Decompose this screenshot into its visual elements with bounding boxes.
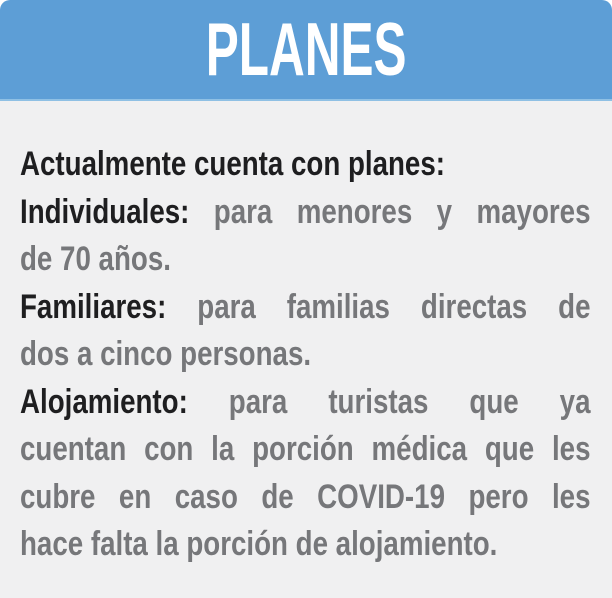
line-text: para menores y mayores [213, 192, 591, 231]
text-line [20, 474, 591, 522]
text-line [20, 331, 591, 379]
text-line-alojamiento [20, 379, 591, 427]
text-line [20, 426, 591, 474]
card-body [0, 101, 612, 598]
line-text: cuentan con la porción médica que les [20, 430, 591, 468]
text-line-intro [20, 141, 591, 189]
line-emphasis: Actualmente cuenta con planes: [20, 145, 445, 183]
line-emphasis: Alojamiento: [20, 382, 229, 421]
text-line [20, 236, 591, 284]
text-line-individuales [20, 189, 591, 237]
text-line-familiares [20, 284, 591, 332]
plans-text-block [20, 141, 591, 569]
line-text: para turistas que ya [228, 382, 591, 421]
page-title: PLANES [205, 7, 407, 91]
line-text: de 70 años. [20, 240, 171, 278]
line-text: hace falta la porción de alojamiento. [20, 525, 498, 563]
line-emphasis: Familiares: [20, 287, 198, 326]
text-line [20, 521, 591, 569]
line-text: cubre en caso de COVID-19 pero les [20, 477, 591, 516]
line-text: para familias directas de [197, 287, 591, 326]
line-emphasis: Individuales: [20, 192, 214, 231]
card-header [0, 0, 612, 101]
line-text: dos a cinco personas. [20, 335, 312, 373]
